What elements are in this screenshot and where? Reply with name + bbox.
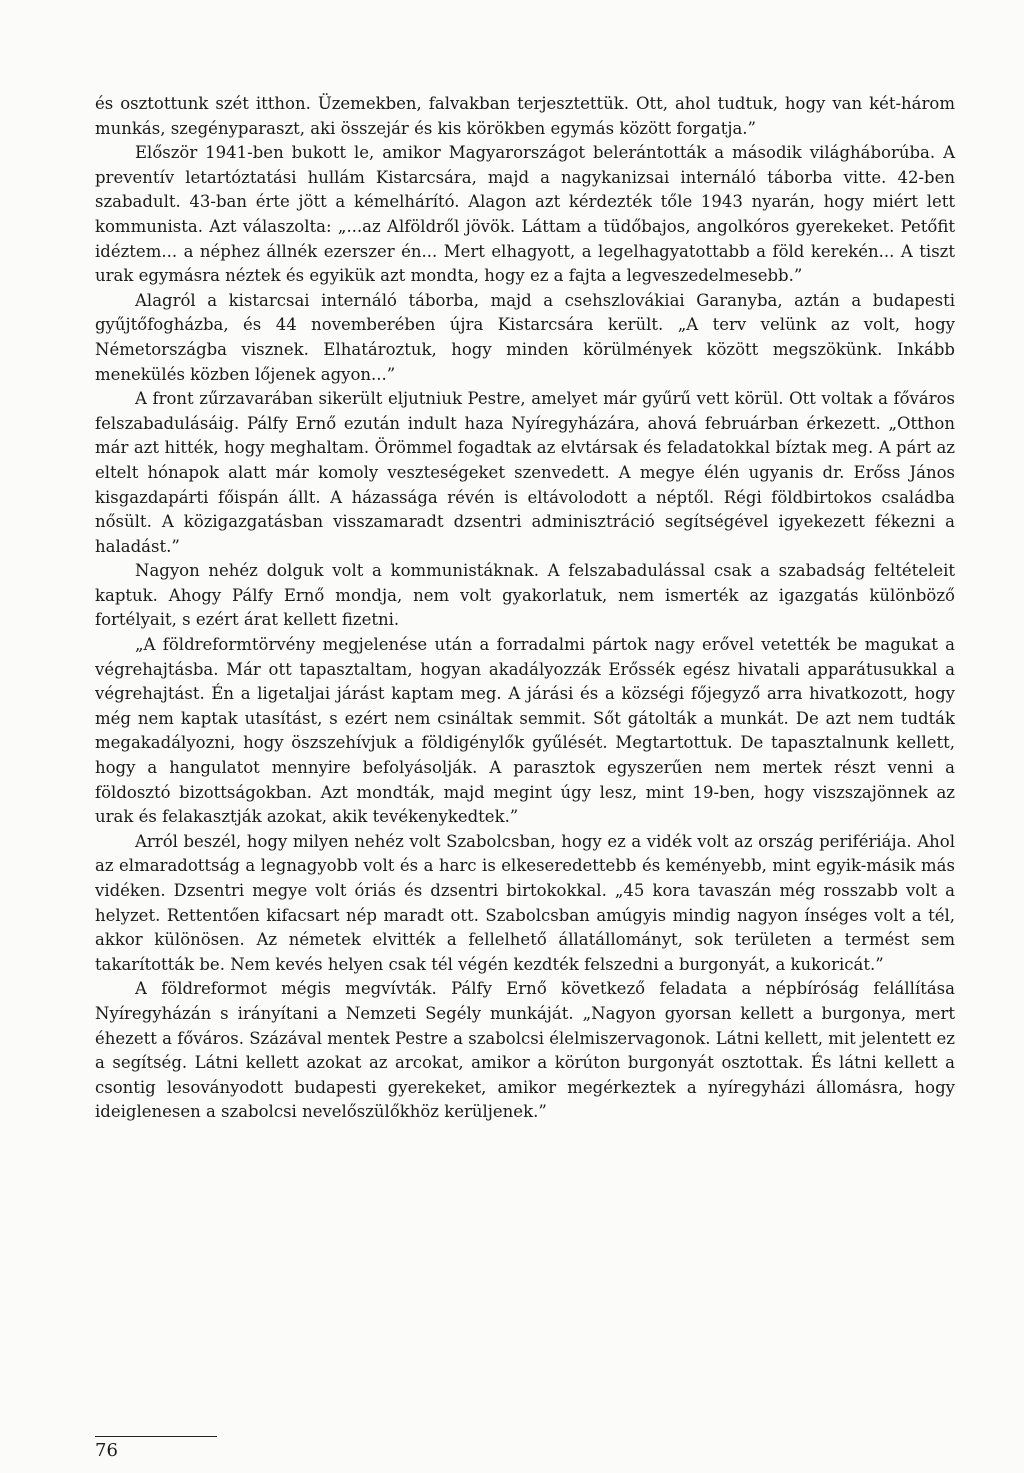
page-number: 76 (95, 1440, 118, 1461)
paragraph-2: Először 1941-ben bukott le, amikor Magyarországot belerántották a második világháborúba. A preventív letartóztatási hullám Kistarcsára, majd a nagykanizsai internáló táborba vitte. 42-ben szabadult. 43-ban érte jött a kémelhárító. Alagon azt kérdezték tőle 1943 nyarán, hogy miért lett kommunista. Azt válaszolta: „...az Alföldről jövök. Láttam a tüdőbajos, angolkóros gyerekeket. Petőfit idéztem... a néphez állnék ezerszer én... Mert elhagyott, a legelhagyatottabb a föld kerekén... A tiszt urak egymásra néztek és egyikük azt mondta, hogy ez a fajta a legveszedelmesebb.” (95, 143, 955, 286)
paragraph-8: A földreformot mégis megvívták. Pálfy Ernő következő feladata a népbíróság felállítása Nyíregyházán s irányítani a Nemzeti Segély munkáját. „Nagyon gyorsan kellett a burgonya, mert éhezett a főváros. Százával mentek Pestre a szabolcsi élelmiszervagonok. Látni kellett, mit jelentett ez a segítség. Látni kellett azokat az arcokat, amikor a körúton burgonyát osztottak. És látni kellett a csontig lesoványodott budapesti gyerekeket, amikor megérkeztek a nyíregyházi állomásra, hogy ideiglenesen a szabolcsi nevelőszülőkhöz kerüljenek.” (95, 979, 955, 1122)
paragraph-3: Alagról a kistarcsai internáló táborba, majd a csehszlovákiai Garanyba, aztán a budapesti gyűjtőfogházba, és 44 novemberében újra Kistarcsára került. „A terv velünk az volt, hogy Németországba visznek. Elhatároztuk, hogy minden körülmények között megszökünk. Inkább menekülés közben lőjenek agyon...” (95, 290, 955, 384)
paragraph-4: A front zűrzavarában sikerült eljutniuk Pestre, amelyet már gyűrű vett körül. Ott voltak a főváros felszabadulásáig. Pálfy Ernő ezután indult haza Nyíregyházára, ahová februárban érkezett. „Otthon már azt hitték, hogy meghaltam. Örömmel fogadtak az elvtársak és feladatokkal bíztak meg. A párt az eltelt hónapok alatt már komoly veszteségeket szenvedett. A megye élén ugyanis dr. Erőss János kisgazdapárti főispán állt. A házassága révén is eltávolodott a néptől. Régi földbirtokos családba nősült. A közigazgatásban visszamaradt dzsentri adminisztráció segítségével igyekezett fékezni a haladást.” (95, 389, 955, 556)
paragraph-5: Nagyon nehéz dolguk volt a kommunistáknak. A felszabadulással csak a szabadság feltételeit kaptuk. Ahogy Pálfy Ernő mondja, nem volt gyakorlatuk, nem ismerték az igazgatás különböző fortélyait, s ezért árat kellett fizetni. (95, 561, 955, 630)
paragraph-6: „A földreformtörvény megjelenése után a forradalmi pártok nagy erővel vetették be magukat a végrehajtásba. Már ott tapasztaltam, hogyan akadályozzák Erőssék egész hivatali apparátusukkal a végrehajtást. Én a ligetaljai járást kaptam meg. A járási és a községi főjegyző arra hivatkozott, hogy még nem kaptak utasítást, s ezért nem csináltak semmit. Sőt gátolták a munkát. De azt nem tudták megakadályozni, hogy öszszehívjuk a földigénylők gyűlését. Megtartottuk. De tapasztalnunk kellett, hogy a hangulatot mennyire befolyásolják. A parasztok egyszerűen nem mertek részt venni a földosztó bizottságokban. Azt mondták, majd megint úgy lesz, mint 19-ben, hogy viszszajönnek az urak és felakasztják azokat, akik tevékenykedtek.” (95, 635, 955, 827)
paragraph-7: Arról beszél, hogy milyen nehéz volt Szabolcsban, hogy ez a vidék volt az ország perifériája. Ahol az elmaradottság a legnagyobb volt és a harc is elkeseredettebb és keményebb, mint egyik-másik más vidéken. Dzsentri megye volt óriás és dzsentri birtokokkal. „45 kora tavaszán még rosszabb volt a helyzet. Rettentően kifacsart nép maradt ott. Szabolcsban amúgyis mindig nagyon ínséges volt a tél, akkor különösen. Az németek elvitték a fellelhető állatállományt, sok területen a termést sem takarították be. Nem kevés helyen csak tél végén kezdték felszedni a burgonyát, a kukoricát.” (95, 831, 955, 974)
footer-rule (95, 1436, 217, 1437)
paragraph-1: és osztottunk szét itthon. Üzemekben, falvakban terjesztettük. Ott, ahol tudtuk, hogy van két-három munkás, szegényparaszt, aki összejár és kis körökben egymás között forgatja.” (95, 94, 955, 138)
body-text (95, 92, 955, 1125)
